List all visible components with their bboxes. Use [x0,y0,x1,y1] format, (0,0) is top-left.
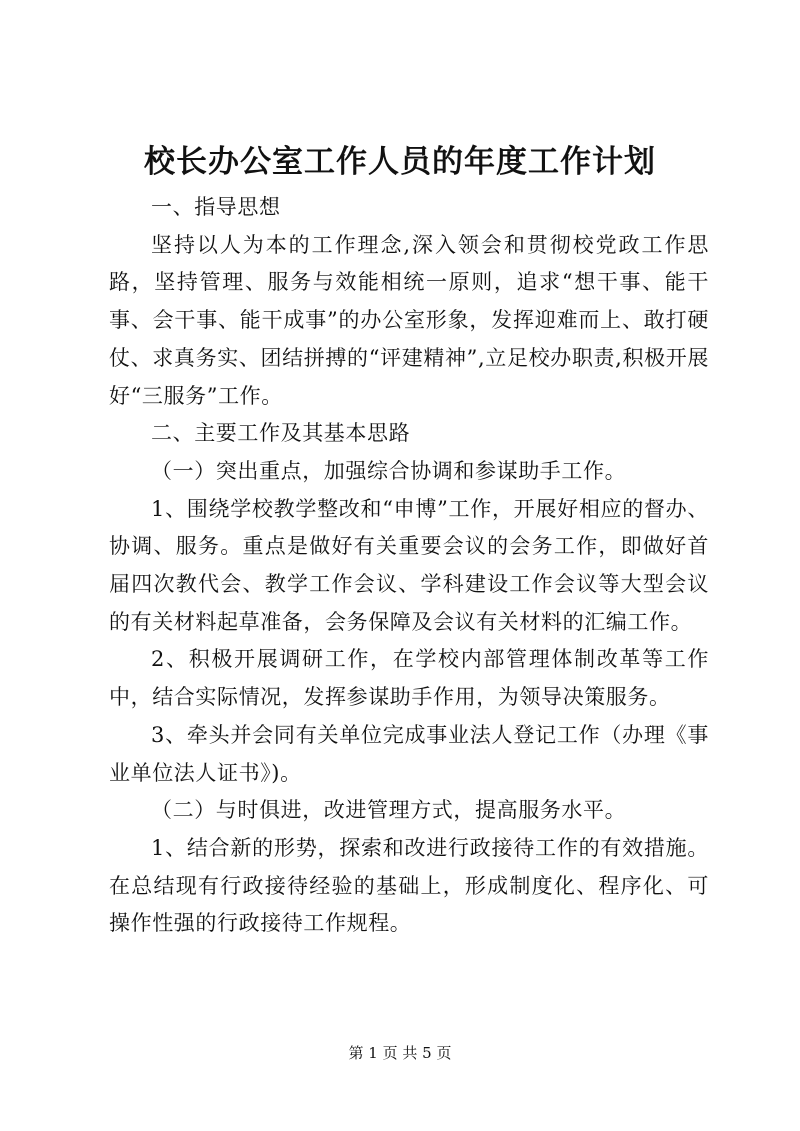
section-heading-main-work: 二、主要工作及其基本思路 [151,421,411,446]
page-number-footer: 第 1 页 共 5 页 [348,1044,452,1062]
paragraph-guiding-thought: 坚持以人为本的工作理念,深入领会和贯彻校党政工作思路，坚持管理、服务与效能相统一原则，追求“想干事、能干事、会干事、能干成事”的办公室形象，发挥迎难而上、敢打硬仗、求真务实、团结拼搏的“评建精神”,立足校办职责,积极开展好“三服务”工作。 [109,232,709,408]
paragraph-item-1-1: 1、围绕学校教学整改和“申博”工作，开展好相应的督办、协调、服务。重点是做好有关重要会议的会务工作，即做好首届四次教代会、教学工作会议、学科建设工作会议等大型会议的有关材料起草准备，会务保障及会议有关材料的汇编工作。 [109,496,709,634]
paragraph-item-1-2: 2、积极开展调研工作，在学校内部管理体制改革等工作中，结合实际情况，发挥参谋助手作用，为领导决策服务。 [109,647,709,710]
subsection-heading-2: （二）与时俱进，改进管理方式，提高服务水平。 [151,798,627,823]
document-body [109,189,709,943]
section-heading-guiding-thought: 一、指导思想 [151,195,281,219]
paragraph-item-2-1: 1、结合新的形势，探索和改进行政接待工作的有效措施。在总结现有行政接待经验的基础上，形成制度化、程序化、可操作性强的行政接待工作规程。 [109,835,709,936]
document-title: 校长办公室工作人员的年度工作计划 [144,144,656,180]
paragraph-item-1-3: 3、牵头并会同有关单位完成事业法人登记工作（办理《事业单位法人证书》)。 [109,722,709,785]
subsection-heading-1: （一）突出重点，加强综合协调和参谋助手工作。 [151,458,627,483]
